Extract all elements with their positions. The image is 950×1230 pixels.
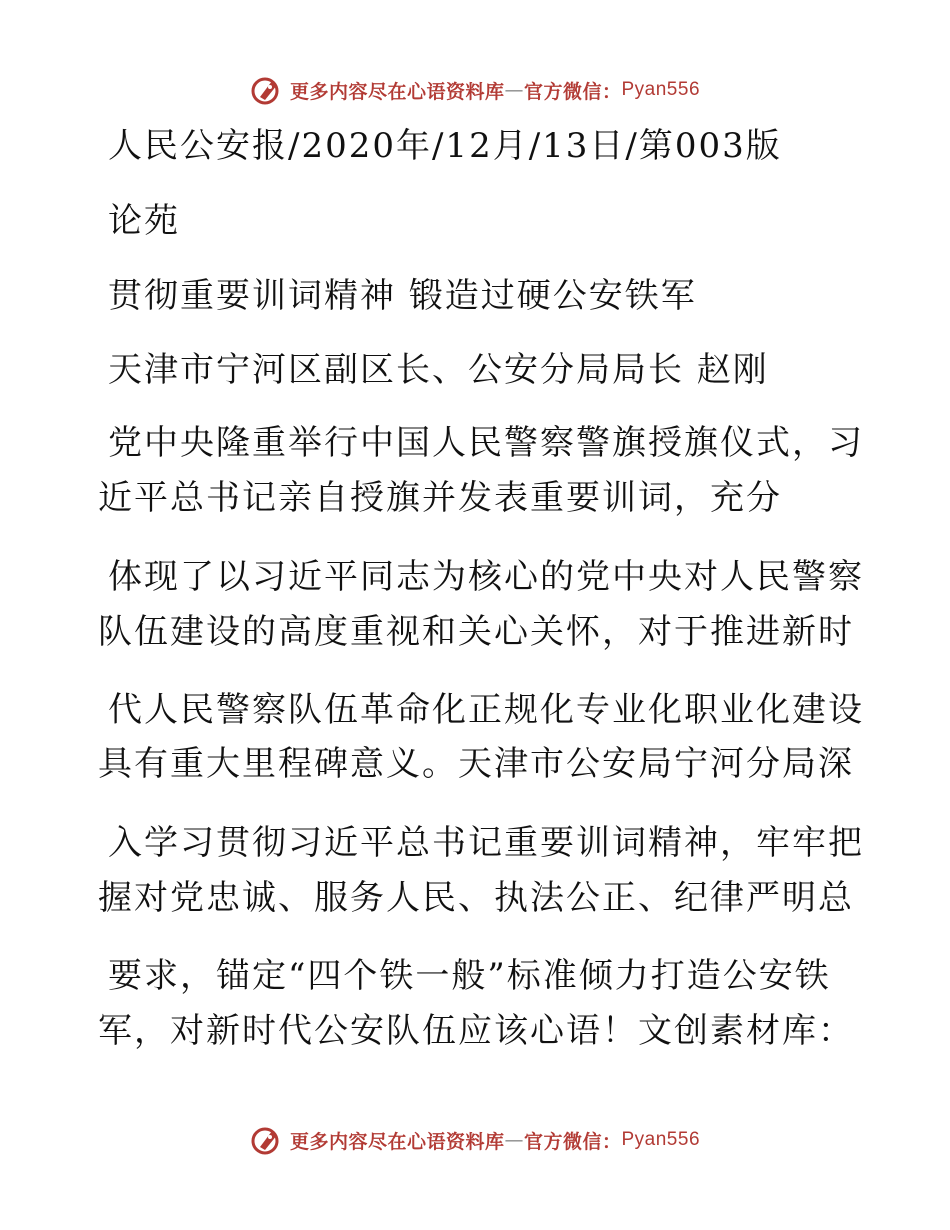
article-text-line: 入学习贯彻习近平总书记重要训词精神，牢牢把 (108, 823, 864, 863)
pen-nib-logo-icon (250, 73, 284, 107)
watermark-wechat-id: Pyan556 (621, 1129, 701, 1150)
article-author: 天津市宁河区副区长、公安分局局长 赵刚 (108, 350, 769, 390)
article-text-line: 具有重大里程碑意义。天津市公安局宁河分局深 (98, 744, 854, 784)
article-text-line: 党中央隆重举行中国人民警察警旗授旗仪式，习 (108, 423, 864, 463)
top-watermark-banner (0, 70, 950, 110)
watermark-wechat-label: 官方微信： (523, 1130, 622, 1153)
watermark-wechat-label: 官方微信： (523, 80, 622, 103)
watermark-site-text: 更多内容尽在心语资料库 (289, 80, 505, 103)
bottom-watermark-banner (0, 1120, 950, 1160)
watermark-dash: — (504, 79, 524, 101)
pen-nib-logo-icon (250, 1123, 284, 1157)
article-text-line: 军，对新时代公安队伍应该心语！文创素材库： (98, 1011, 854, 1051)
article-text-line: 代人民警察队伍革命化正规化专业化职业化建设 (108, 690, 864, 730)
article-text-line: 队伍建设的高度重视和关心关怀，对于推进新时 (98, 612, 854, 652)
article-text-line: 近平总书记亲自授旗并发表重要训词，充分 (98, 478, 782, 518)
watermark-wechat-id: Pyan556 (621, 79, 701, 100)
article-title: 贯彻重要训词精神 锻造过硬公安铁军 (108, 276, 697, 316)
article-text-line: 要求，锚定“四个铁一般”标准倾力打造公安铁 (108, 956, 831, 996)
article-source-line: 人民公安报/2020年/12月/13日/第003版 (108, 126, 782, 166)
article-column-name: 论苑 (108, 201, 180, 241)
watermark-site-text: 更多内容尽在心语资料库 (289, 1130, 505, 1153)
watermark-dash: — (504, 1129, 524, 1151)
article-text-line: 体现了以习近平同志为核心的党中央对人民警察 (108, 557, 864, 597)
article-text-line: 握对党忠诚、服务人民、执法公正、纪律严明总 (98, 878, 854, 918)
